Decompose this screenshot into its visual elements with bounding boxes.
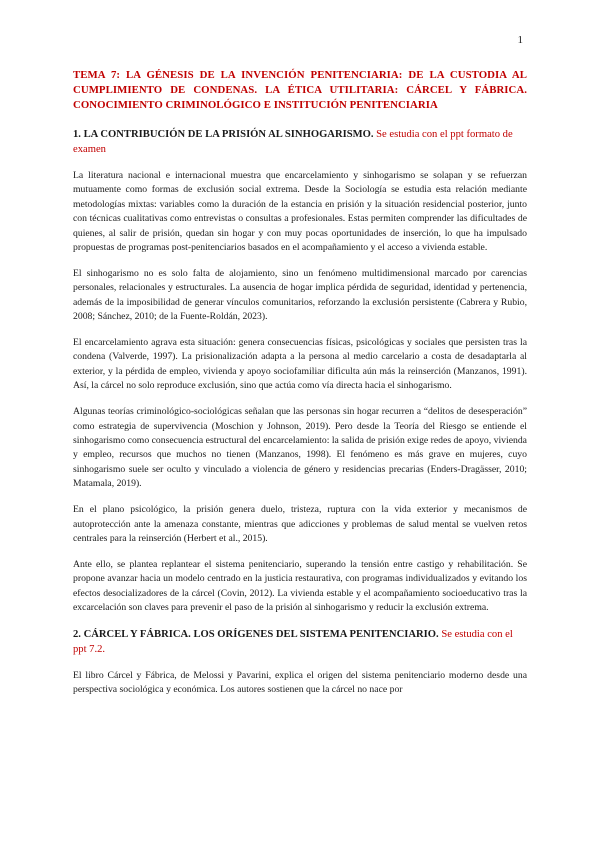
paragraph: Algunas teorías criminológico-sociológicas señalan que las personas sin hogar recurren a “delitos de desesperación” como estrategia de supervivencia (Moschion y Johnson, 2019). Pero desde la Teoría del Riesgo se entiende el sinhogarismo como consecuencia estructural del encarcelamiento: la salida de prisión exige redes de apoyo, vivienda y empleo, recursos que muchos no tienen (Manzanos, 1998). El fenómeno es más grave en mujeres, cuyo sinhogarismo suele ser oculto y vinculado a violencia de género y residencias precarias (Enders-Dragässer, 2010; Matamala, 2019).: [73, 406, 527, 490]
document-title: TEMA 7: LA GÉNESIS DE LA INVENCIÓN PENITENCIARIA: DE LA CUSTODIA AL CUMPLIMIENTO DE CONDENAS. LA ÉTICA UTILITARIA: CÁRCEL Y FÁBRICA. CONOCIMIENTO CRIMINOLÓGICO E INSTITUCIÓN PENITENCIARIA: [73, 69, 527, 111]
section-1: [73, 127, 527, 615]
section-2: [73, 627, 527, 698]
paragraph: El sinhogarismo no es solo falta de alojamiento, sino un fenómeno multidimensional marcado por carencias personales, relacionales y estructurales. La ausencia de hogar implica pérdida de seguridad, identidad y pertenencia, además de la imposibilidad de generar vínculos comunitarios, reforzando la exclusión persistente (Cabrera y Rubio, 2008; Sánchez, 2010; de la Fuente-Roldán, 2023).: [73, 267, 527, 323]
section-1-note: Se estudia con el ppt formato de examen: [73, 129, 513, 155]
paragraph: La literatura nacional e internacional muestra que encarcelamiento y sinhogarismo se solapan y se refuerzan mutuamente como formas de exclusión social extrema. Desde la Sociología se estudia esta relación mediante metodologías mixtas: variables como la duración de la estancia en prisión y la situación residencial posterior, junto con técnicas cualitativas como entrevistas o consultas a profesionales. Estas permiten comprender las dificultades de quienes, al salir de prisión, quedan sin hogar y con muy pocas oportunidades de inserción, lo que ha impulsado propuestas de programas post-penitenciarios basados en el acompañamiento y el acceso a vivienda estable.: [73, 170, 527, 254]
paragraph: El encarcelamiento agrava esta situación: genera consecuencias físicas, psicológicas y sociales que persisten tras la condena (Valverde, 1997). La prisionalización adapta a la persona al medio carcelario a costa de desadaptarla al exterior, y la pérdida de empleo, vivienda y apoyo sociofamiliar dificulta aún más la reinserción (Manzanos, 1991). Así, la cárcel no solo reproduce exclusión, sino que actúa como vía directa hacia el sinhogarismo.: [73, 337, 527, 392]
section-2-note: Se estudia con el ppt 7.2.: [73, 628, 513, 655]
section-2-title: 2. CÁRCEL Y FÁBRICA. LOS ORÍGENES DEL SISTEMA PENITENCIARIO.: [73, 628, 439, 640]
paragraph: Ante ello, se plantea replantear el sistema penitenciario, superando la tensión entre castigo y rehabilitación. Se propone avanzar hacia un modelo centrado en la justicia restaurativa, con programas individualizados y evitando los efectos desocializadores de la cárcel (Covin, 2012). La vivienda estable y el acompañamiento socioeducativo tras la excarcelación son claves para prevenir el paso de la prisión al sinhogarismo y reducir la exclusión extrema.: [73, 558, 527, 614]
page-number: 1: [517, 34, 523, 46]
section-2-heading: [73, 627, 527, 657]
paragraph: El libro Cárcel y Fábrica, de Melossi y Pavarini, explica el origen del sistema penitenciario moderno desde una perspectiva sociológica y económica. Los autores sostienen que la cárcel no nace por: [73, 669, 527, 696]
document-body: [73, 68, 527, 709]
section-1-title: 1. LA CONTRIBUCIÓN DE LA PRISIÓN AL SINHOGARISMO.: [73, 129, 374, 140]
section-1-heading: [73, 127, 527, 157]
paragraph: En el plano psicológico, la prisión genera duelo, tristeza, ruptura con la vida exterior y mecanismos de autoprotección ante la amenaza constante, mientras que adicciones y problemas de salud mental se vuelven retos centrales para la reinserción (Herbert et al., 2015).: [73, 504, 527, 544]
